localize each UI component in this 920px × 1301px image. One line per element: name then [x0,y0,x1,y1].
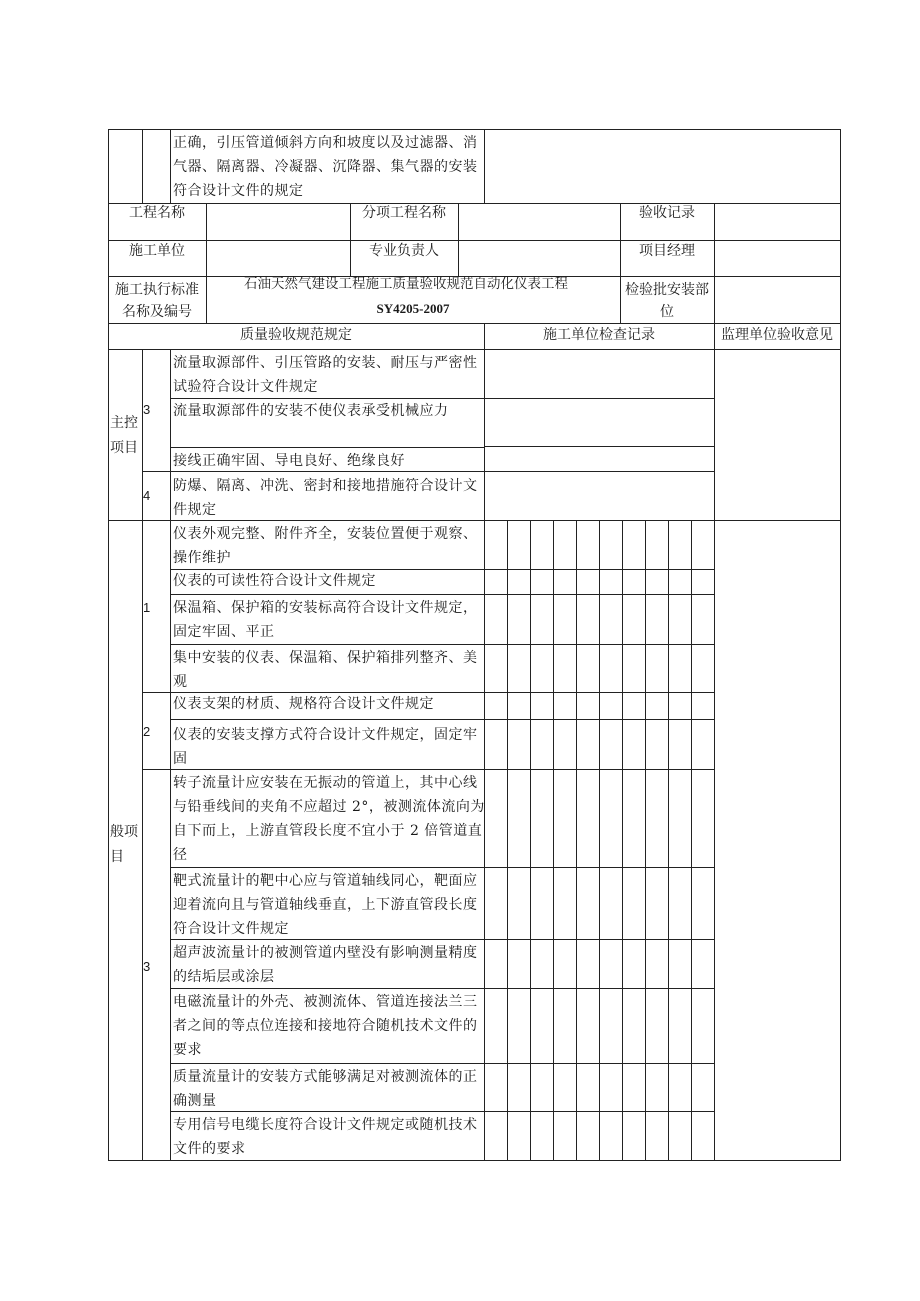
main-items-label-line1: 主控 [110,415,138,431]
table-rule [142,349,143,1161]
table-rule [576,520,577,1161]
subproject-name-label: 分项工程名称 [362,205,446,221]
table-rule [840,129,841,1161]
main-item-number: 3 [143,402,151,417]
general-item-text: 质量流量计的安装方式能够满足对被测流体的正确测量 [173,1069,478,1109]
main-item-text: 流量取源部件的安装不使仪表承受机械应力 [173,403,449,419]
general-item-text: 集中安装的仪表、保温箱、保护箱排列整齐、美观 [173,650,478,690]
standard-name: 石油天然气建设工程施工质量验收规范自动化仪表工程 [244,276,568,292]
batch-location-label-line2: 位 [660,304,674,320]
contractor-check-column-header: 施工单位检查记录 [543,327,655,343]
batch-location-label-line1: 检验批安装部 [625,282,709,298]
general-items-label-line1: 般项 [110,824,138,840]
standard-label-line2: 名称及编号 [122,304,192,320]
table-rule [691,520,692,1161]
project-name-label: 工程名称 [129,205,185,221]
table-rule [108,129,841,130]
general-item-text: 超声波流量计的被测管道内壁没有影响测量精度的结垢层或涂层 [173,945,478,985]
general-item-number: 1 [143,600,151,615]
main-item-text: 流量取源部件、引压管路的安装、耐压与严密性试验符合设计文件规定 [173,355,478,395]
main-item-number: 4 [143,488,151,503]
specialist-label: 专业负责人 [369,243,439,259]
general-item-text: 靶式流量计的靶中心应与管道轴线同心，靶面应迎着流向且与管道轴线垂直，上下游直管段长度符合设计文件规定 [173,873,478,937]
general-item-text: 保温箱、保护箱的安装标高符合设计文件规定，固定牢固、平正 [173,600,478,640]
table-rule [553,520,554,1161]
table-rule [170,867,714,868]
general-item-text: 仪表的安装支撑方式符合设计文件规定，固定牢固 [173,727,478,767]
table-rule [458,203,459,276]
main-items-label-line2: 项目 [110,440,138,456]
table-rule [142,129,143,203]
table-rule [484,446,714,447]
contractor-label: 施工单位 [129,243,185,259]
main-item-text: 防爆、隔离、冲洗、密封和接地措施符合设计文件规定 [173,478,478,518]
general-items-label-line2: 目 [110,849,124,865]
table-rule [108,240,841,241]
table-rule [170,719,714,720]
general-item-number: 2 [143,724,151,739]
supervisor-opinion-column-header: 监理单位验收意见 [721,327,833,343]
table-rule [622,520,623,1161]
acceptance-record-label: 验收记录 [639,205,695,221]
table-rule [108,203,841,204]
project-manager-label: 项目经理 [639,243,695,259]
table-rule [645,520,646,1161]
table-rule [108,349,841,350]
standard-label-line1: 施工执行标准 [115,282,199,298]
table-rule [530,520,531,1161]
main-item-text: 接线正确牢固、导电良好、绝缘良好 [173,453,405,469]
table-rule [507,520,508,1161]
table-rule [170,644,714,645]
general-item-text: 电磁流量计的外壳、被测流体、管道连接法兰三者之间的等点位连接和接地符合随机技术文件的要求 [173,994,478,1058]
general-item-text: 仪表的可读性符合设计文件规定 [173,573,376,589]
spec-column-header: 质量验收规范规定 [240,327,352,343]
standard-code: SY4205-2007 [376,301,450,316]
general-item-number: 3 [143,959,151,974]
general-item-text: 仪表支架的材质、规格符合设计文件规定 [173,696,434,712]
continued-requirement-text: 正确，引压管道倾斜方向和坡度以及过滤器、消气器、隔离器、冷凝器、沉降器、集气器的安装符合设计文件的规定 [173,135,478,199]
general-item-text: 专用信号电缆长度符合设计文件规定或随机技术文件的要求 [173,1117,478,1157]
table-rule [170,594,714,595]
table-rule [170,447,484,448]
table-rule [170,129,171,203]
general-item-text: 转子流量计应安装在无振动的管道上，其中心线与铅垂线间的夹角不应超过 2°，被测流体流向为自下而上，上游直管段长度不宜小于 2 倍管道直径 [173,775,485,863]
table-rule [170,1063,714,1064]
table-rule [599,520,600,1161]
table-rule [170,349,171,1161]
table-rule [668,520,669,1161]
general-item-text: 仪表外观完整、附件齐全，安装位置便于观察、操作维护 [173,526,478,566]
